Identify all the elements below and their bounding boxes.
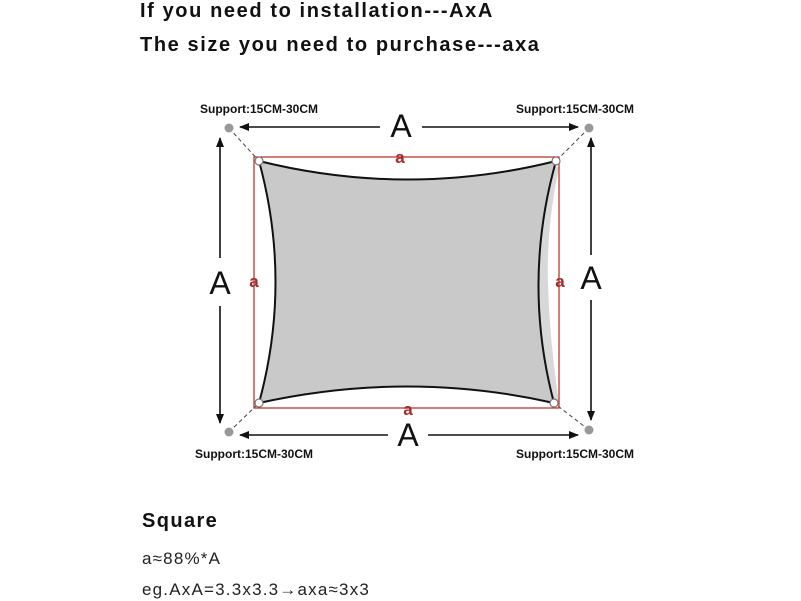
- inner-label-left: a: [249, 272, 259, 291]
- outer-label-bottom: A: [397, 417, 419, 453]
- outer-label-left: A: [209, 265, 231, 301]
- support-label-bottom-right: Support:15CM-30CM: [516, 447, 635, 461]
- inner-label-bottom: a: [403, 400, 413, 419]
- outer-label-right: A: [580, 260, 602, 296]
- section-title-square: Square: [142, 510, 219, 532]
- heading-purchase: The size you need to purchase---axa: [140, 34, 541, 56]
- outer-label-top: A: [390, 108, 412, 144]
- heading-installation: If you need to installation---AxA: [140, 0, 494, 22]
- support-label-top-left: Support:15CM-30CM: [200, 102, 319, 116]
- support-label-top-right: Support:15CM-30CM: [516, 102, 635, 116]
- support-label-bottom-left: Support:15CM-30CM: [195, 447, 314, 461]
- ratio-formula: a≈88%*A: [142, 549, 222, 568]
- inner-label-right: a: [555, 272, 565, 291]
- shade-sail: [259, 161, 556, 403]
- inner-label-top: a: [395, 148, 405, 167]
- example-formula: eg.AxA=3.3x3.3→axa≈3x3: [142, 580, 371, 599]
